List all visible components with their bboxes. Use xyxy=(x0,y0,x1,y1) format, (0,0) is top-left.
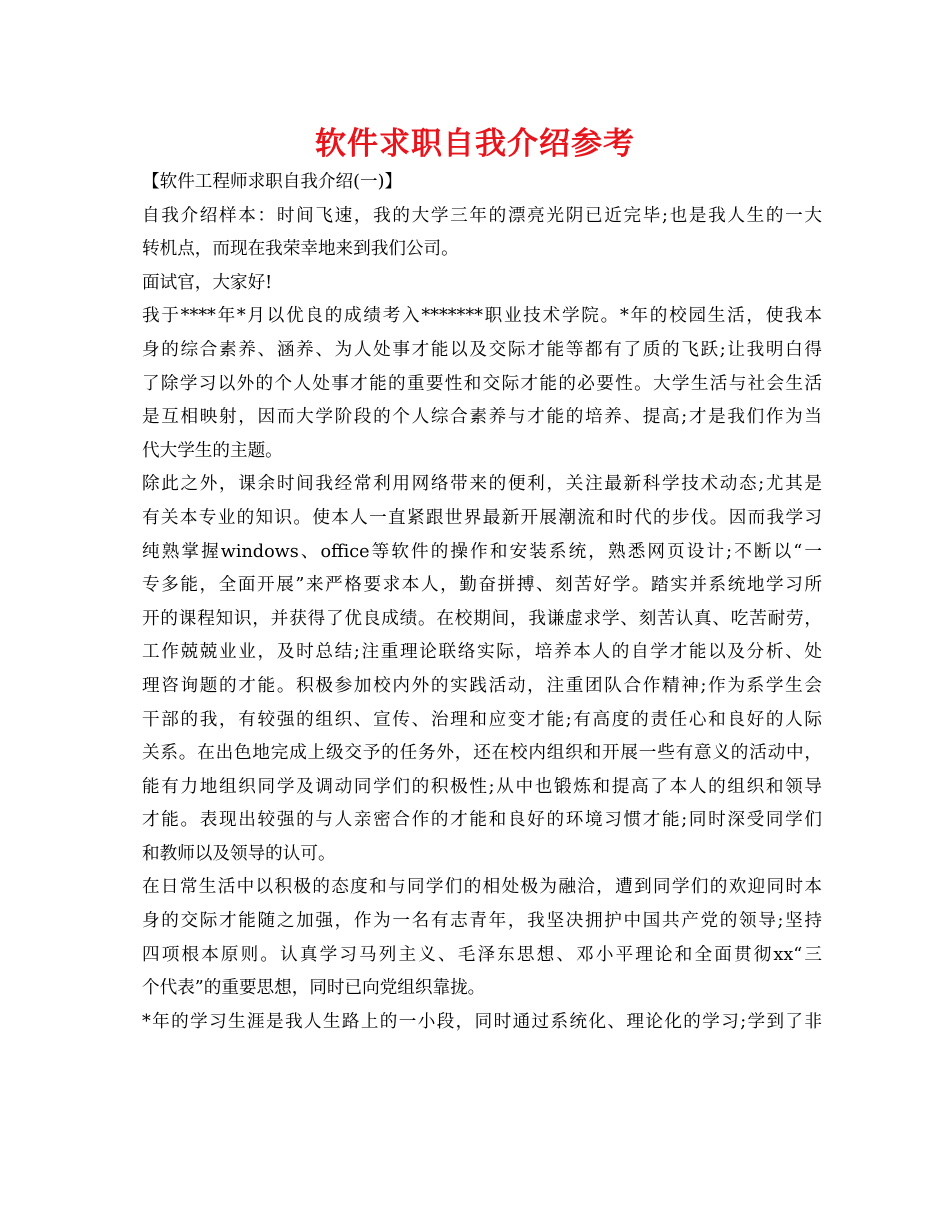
section-heading: 【软件工程师求职自我介绍(一)】 xyxy=(142,172,403,192)
paragraph-line: 纯熟掌握windows、office等软件的操作和安装系统，熟悉网页设计;不断以“一 xyxy=(142,541,822,562)
paragraph-line: 身的综合素养、涵养、为人处事才能以及交际才能等都有了质的飞跃;让我明白得 xyxy=(142,339,822,360)
paragraph-line: 我于****年*月以优良的成绩考入*******职业技术学院。*年的校园生活，使我本 xyxy=(142,306,822,327)
paragraph-line: 自我介绍样本：时间飞速，我的大学三年的漂亮光阴已近完毕;也是我人生的一大 xyxy=(142,205,822,226)
paragraph-line: *年的学习生涯是我人生路上的一小段，同时通过系统化、理论化的学习;学到了非 xyxy=(142,1011,822,1032)
paragraph-line: 工作兢兢业业，及时总结;注重理论联络实际，培养本人的自学才能以及分析、处 xyxy=(142,642,822,663)
paragraph-line: 开的课程知识，并获得了优良成绩。在校期间，我谦虚求学、刻苦认真、吃苦耐劳， xyxy=(142,608,822,629)
paragraph-line: 面试官，大家好! xyxy=(142,272,273,293)
paragraph-line: 在日常生活中以积极的态度和与同学们的相处极为融洽，遭到同学们的欢迎同时本 xyxy=(142,877,822,898)
paragraph-line: 干部的我，有较强的组织、宣传、治理和应变才能;有高度的责任心和良好的人际 xyxy=(142,709,822,730)
paragraph-line: 有关本专业的知识。使本人一直紧跟世界最新开展潮流和时代的步伐。因而我学习 xyxy=(142,507,822,528)
paragraph-line: 身的交际才能随之加强，作为一名有志青年，我坚决拥护中国共产党的领导;坚持 xyxy=(142,911,822,932)
paragraph-line: 四项根本原则。认真学习马列主义、毛泽东思想、邓小平理论和全面贯彻xx“三 xyxy=(142,944,822,965)
paragraph-line: 是互相映射，因而大学阶段的个人综合素养与才能的培养、提高;才是我们作为当 xyxy=(142,407,822,428)
paragraph-line: 转机点，而现在我荣幸地来到我们公司。 xyxy=(142,239,459,260)
paragraph-line: 专多能，全面开展”来严格要求本人，勤奋拼搏、刻苦好学。踏实并系统地学习所 xyxy=(142,575,822,596)
paragraph-line: 代大学生的主题。 xyxy=(142,440,283,461)
document-title: 软件求职自我介绍参考 xyxy=(315,126,635,162)
paragraph-line: 理咨询题的才能。积极参加校内外的实践活动，注重团队合作精神;作为系学生会 xyxy=(142,675,822,696)
paragraph-line: 了除学习以外的个人处事才能的重要性和交际才能的必要性。大学生活与社会生活 xyxy=(142,373,822,394)
paragraph-line: 个代表”的重要思想，同时已向党组织靠拢。 xyxy=(142,978,486,999)
paragraph-line: 关系。在出色地完成上级交予的任务外，还在校内组织和开展一些有意义的活动中， xyxy=(142,743,822,764)
paragraph-line: 能有力地组织同学及调动同学们的积极性;从中也锻炼和提高了本人的组织和领导 xyxy=(142,776,822,797)
paragraph-line: 才能。表现出较强的与人亲密合作的才能和良好的环境习惯才能;同时深受同学们 xyxy=(142,810,822,831)
paragraph-line: 除此之外，课余时间我经常利用网络带来的便利，关注最新科学技术动态;尤其是 xyxy=(142,474,822,495)
paragraph-line: 和教师以及领导的认可。 xyxy=(142,843,336,864)
document-body xyxy=(142,166,822,1039)
